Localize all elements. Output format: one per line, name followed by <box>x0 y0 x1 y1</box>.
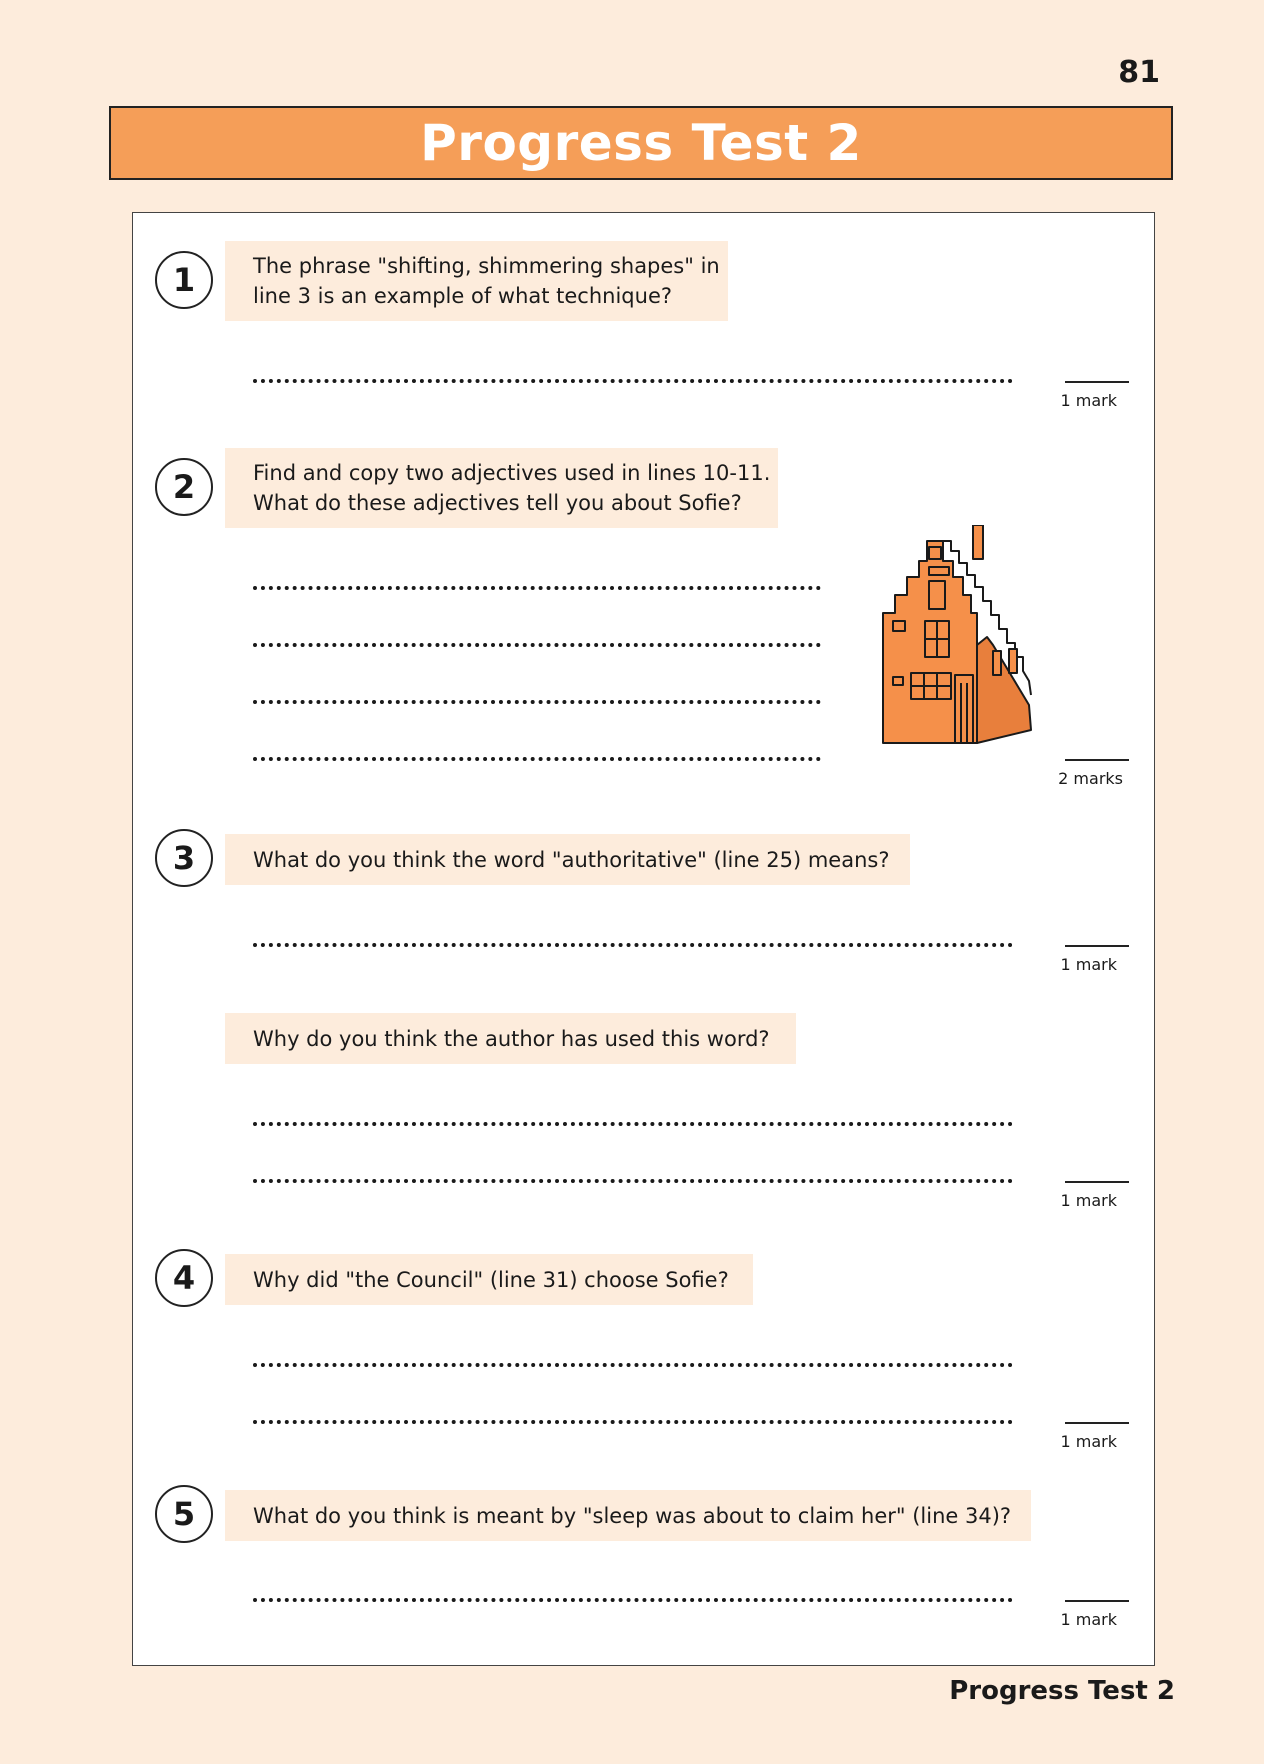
house-illustration <box>881 525 1041 755</box>
mark-label-1: 1 mark <box>1060 391 1117 410</box>
answer-line-4a[interactable] <box>253 1363 1013 1367</box>
mark-line-1 <box>1065 381 1129 383</box>
mark-line-3a <box>1065 945 1129 947</box>
page-title: Progress Test 2 <box>420 114 862 172</box>
question-number-5: 5 <box>155 1485 213 1543</box>
question-1-line-1: The phrase "shifting, shimmering shapes" in <box>253 254 720 278</box>
question-2-line-2: What do these adjectives tell you about Sofie? <box>253 491 742 515</box>
question-number-4: 4 <box>155 1249 213 1307</box>
question-3-sub-text: Why do you think the author has used this word? <box>253 1026 770 1051</box>
question-4-text: Why did "the Council" (line 31) choose Sofie? <box>253 1267 729 1292</box>
answer-line-3b[interactable] <box>253 1122 1013 1126</box>
mark-label-3a: 1 mark <box>1060 955 1117 974</box>
question-1-box <box>225 241 728 321</box>
question-4-box <box>225 1254 753 1305</box>
question-2-line-1: Find and copy two adjectives used in lines 10-11. <box>253 461 771 485</box>
question-number-1: 1 <box>155 251 213 309</box>
question-3-sub-box <box>225 1013 796 1064</box>
mark-line-3b <box>1065 1181 1129 1183</box>
question-number-2: 2 <box>155 458 213 516</box>
question-5-text: What do you think is meant by "sleep was about to claim her" (line 34)? <box>253 1503 1012 1528</box>
mark-label-2: 2 marks <box>1058 769 1123 788</box>
question-1-line-2: line 3 is an example of what technique? <box>253 284 673 308</box>
answer-line-4b[interactable] <box>253 1420 1013 1424</box>
mark-line-5 <box>1065 1600 1129 1602</box>
question-5-box <box>225 1490 1031 1541</box>
answer-line-5[interactable] <box>253 1598 1013 1602</box>
footer-label: Progress Test 2 <box>949 1676 1175 1706</box>
answer-line-2a[interactable] <box>253 586 821 590</box>
answer-line-1[interactable] <box>253 379 1013 383</box>
question-number-3: 3 <box>155 829 213 887</box>
page-number: 81 <box>1118 55 1160 90</box>
mark-label-4: 1 mark <box>1060 1432 1117 1451</box>
answer-line-2d[interactable] <box>253 757 821 761</box>
test-box <box>132 212 1155 1666</box>
answer-line-3c[interactable] <box>253 1179 1013 1183</box>
answer-line-3a[interactable] <box>253 943 1013 947</box>
question-2-box <box>225 448 778 528</box>
title-banner <box>109 106 1173 180</box>
mark-line-2 <box>1065 759 1129 761</box>
mark-label-5: 1 mark <box>1060 1610 1117 1629</box>
answer-line-2c[interactable] <box>253 700 821 704</box>
mark-label-3b: 1 mark <box>1060 1191 1117 1210</box>
answer-line-2b[interactable] <box>253 643 821 647</box>
mark-line-4 <box>1065 1422 1129 1424</box>
question-3-box <box>225 834 910 885</box>
question-3-text: What do you think the word "authoritative" (line 25) means? <box>253 847 890 872</box>
